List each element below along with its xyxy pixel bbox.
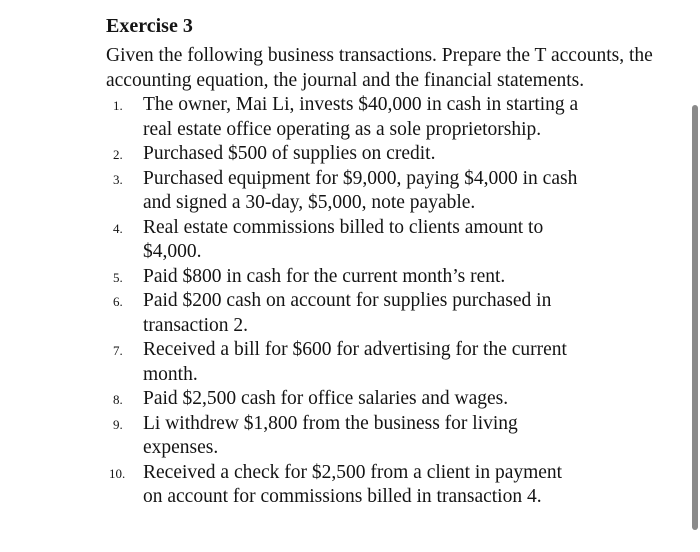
document-body (106, 12, 681, 510)
item-number: 4. (113, 220, 123, 236)
item-text-continued: $4,000. (143, 241, 202, 262)
transaction-list (106, 93, 681, 510)
item-text-continued: real estate office operating as a sole proprietorship. (143, 118, 542, 140)
item-text-continued: month. (143, 363, 198, 385)
item-number: 6. (113, 294, 123, 309)
list-item (106, 461, 681, 510)
item-text: The owner, Mai Li, invests $40,000 in cash in starting a (143, 94, 579, 115)
item-text: Received a bill for $600 for advertising for the current (143, 339, 567, 360)
list-item (106, 265, 681, 290)
vertical-scrollbar[interactable] (692, 105, 698, 530)
item-number: 9. (113, 416, 123, 432)
list-item (106, 387, 681, 412)
item-text-continued: and signed a 30-day, $5,000, note payable. (143, 192, 476, 213)
item-number: 8. (113, 392, 123, 407)
exercise-intro: Given the following business transactions. Prepare the T accounts, the accounting equation, the journal and the financial statements. (106, 45, 653, 91)
item-text: Paid $800 in cash for the current month’s rent. (143, 265, 506, 287)
list-item (106, 167, 681, 216)
list-item (106, 338, 681, 387)
item-text: Purchased $500 of supplies on credit. (143, 143, 436, 164)
list-item (106, 93, 681, 142)
list-item (106, 142, 681, 167)
item-number: 2. (113, 147, 123, 162)
exercise-title: Exercise 3 (106, 15, 193, 37)
item-text: Li withdrew $1,800 from the business for living (143, 412, 518, 434)
list-item (106, 289, 681, 338)
item-number: 3. (113, 171, 123, 187)
item-text: Received a check for $2,500 from a client in payment (143, 461, 563, 483)
item-text: Purchased equipment for $9,000, paying $4,000 in cash (143, 167, 578, 189)
list-item (106, 216, 681, 265)
item-text-continued: expenses. (143, 437, 219, 458)
item-number: 1. (113, 98, 123, 113)
item-text-continued: transaction 2. (143, 314, 249, 336)
item-text-continued: on account for commissions billed in transaction 4. (143, 486, 542, 507)
item-number: 10. (109, 465, 126, 481)
item-number: 7. (113, 343, 123, 358)
item-text: Paid $200 cash on account for supplies purchased in (143, 290, 552, 311)
item-text: Real estate commissions billed to clients amount to (143, 216, 544, 238)
item-number: 5. (113, 269, 123, 285)
item-text: Paid $2,500 cash for office salaries and wages. (143, 388, 509, 409)
list-item (106, 412, 681, 461)
